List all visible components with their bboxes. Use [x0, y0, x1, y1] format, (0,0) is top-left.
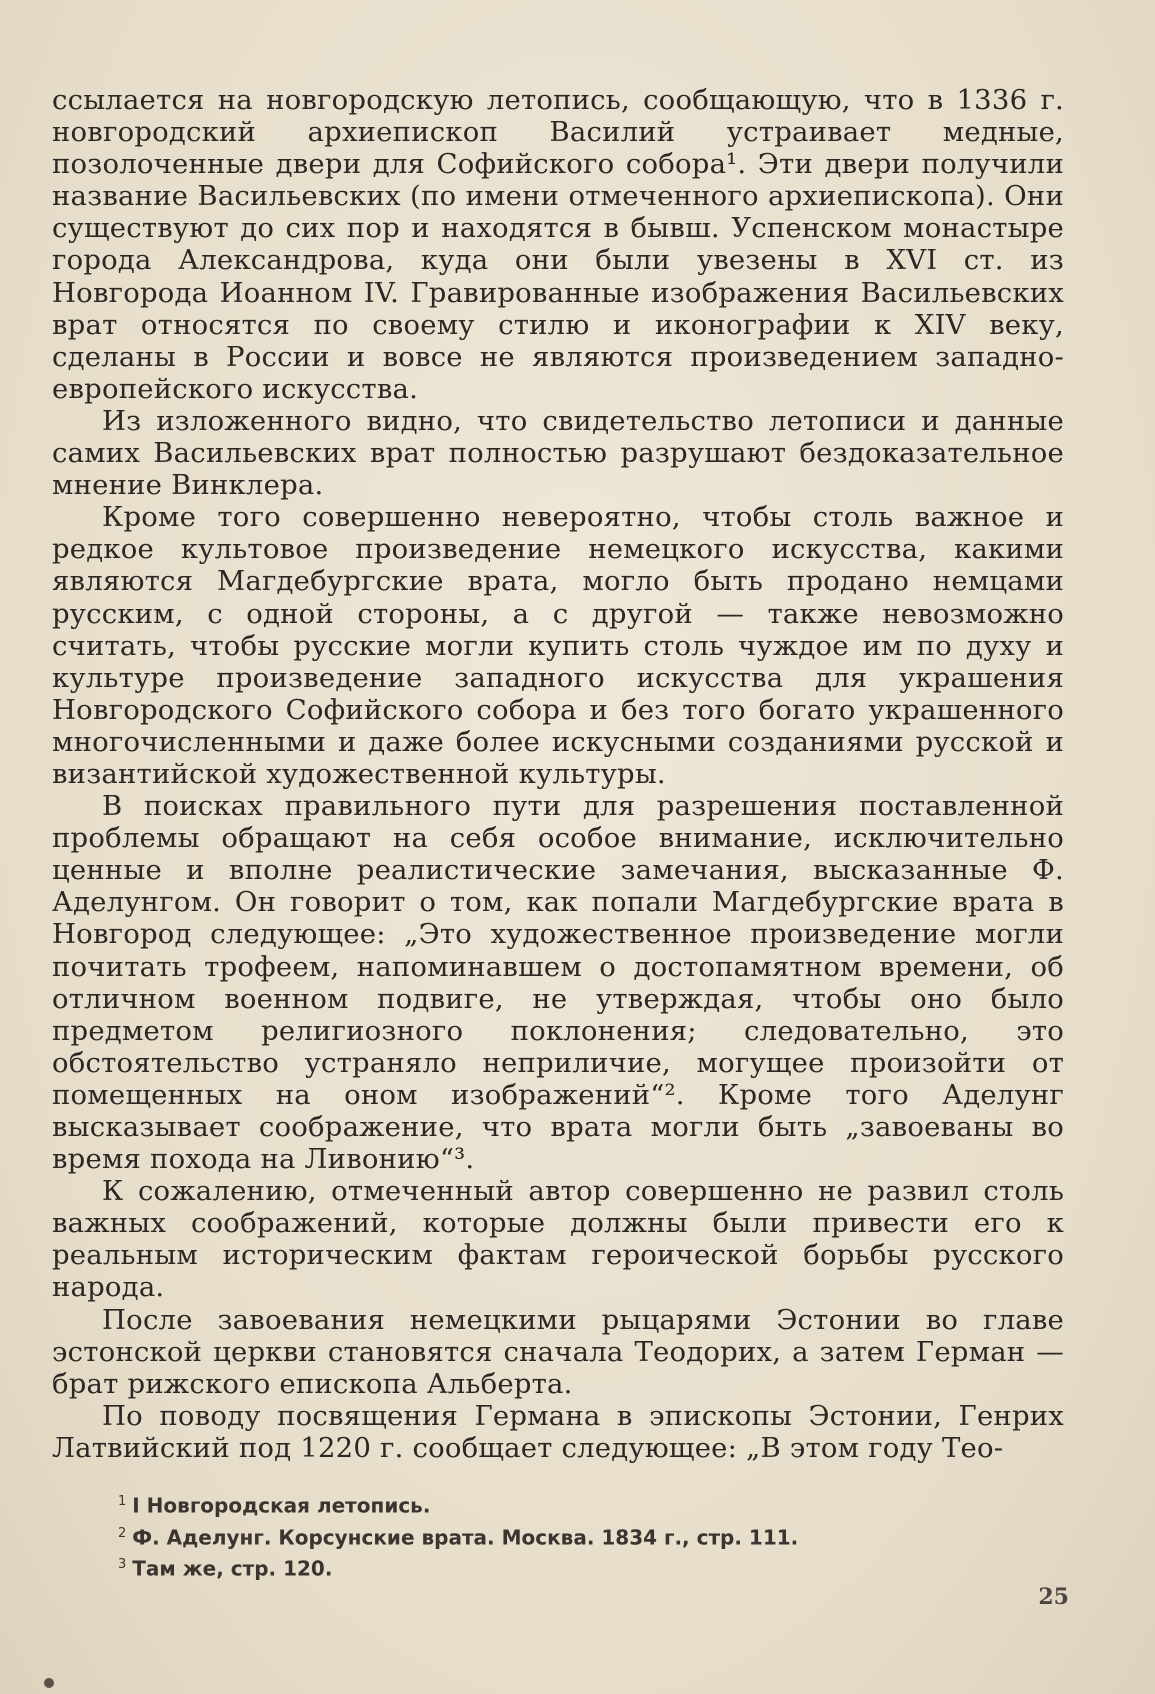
paragraph: К сожалению, отмеченный автор совершенно не развил столь важных соображений, которые должны были привести его к реальным историческим фактам героической борьбы русского народа. [52, 1175, 1064, 1304]
ink-speck [44, 1678, 54, 1688]
body-text [52, 84, 1064, 1464]
paragraph: По поводу посвящения Германа в эпископы Эстонии, Генрих Латвийский под 1220 г. сообщает следующее: „В этом году Тео- [52, 1399, 1064, 1464]
footnote [118, 1520, 1018, 1552]
footnote-mark: 3 [118, 1557, 127, 1573]
footnote-text: Там же, стр. 120. [132, 1556, 333, 1581]
footnote-text: Ф. Аделунг. Корсунские врата. Москва. 1834 г., стр. 111. [132, 1525, 799, 1550]
footnote [118, 1488, 1018, 1520]
paragraph: Из изложенного видно, что свидетельство летописи и данные самих Васильевских врат полностью разрушают бездоказательное мнение Винклера. [52, 404, 1064, 502]
footnote-mark: 2 [118, 1525, 127, 1541]
footnotes [118, 1488, 1018, 1583]
paragraph-continuation: ссылается на новгородскую летопись, сообщающую, что в 1336 г. новгородский архиепископ Василий устраивает медные, позолоченные двери для Софийского собора¹. Эти двери получили название Васильевских (по имени отмеченного архиепископа). Они существуют до сих пор и находятся в бывш. Успенском монастыре города Александрова, куда они были увезены в XVI ст. из Новгорода Иоанном IV. Гравированные изображения Васильевских врат относятся по своему стилю и иконографии к XIV веку, сделаны в России и вовсе не являются произведением западно-европейского искусства. [52, 84, 1064, 405]
paragraph: В поисках правильного пути для разрешения поставленной проблемы обращают на себя особое внимание, исключительно ценные и вполне реалистические замечания, высказанные Ф. Аделунгом. Он говорит о том, как попали Магдебургские врата в Новгород следующее: „Это художественное произведение могли почитать трофеем, напоминавшем о достопамятном времени, об отличном военном подвиге, не утверждая, чтобы оно было предметом религиозного поклонения; следовательно, это обстоятельство устраняло неприличие, могущее произойти от помещенных на оном изображений“². Кроме того Аделунг высказывает соображение, что врата могли быть „завоеваны во время похода на Ливонию“³. [52, 790, 1064, 1176]
paragraph: Кроме того совершенно невероятно, чтобы столь важное и редкое культовое произведение немецкого искусства, какими являются Магдебургские врата, могло быть продано немцами русским, с одной стороны, а с другой — также невозможно считать, чтобы русские могли купить столь чуждое им по духу и культуре произведение западного искусства для украшения Новгородского Софийского собора и без того богато украшенного многочисленными и даже более искусными созданиями русской и византийской художественной культуры. [52, 501, 1064, 790]
page-number: 25 [1038, 1584, 1069, 1610]
footnote-mark: 1 [118, 1494, 127, 1509]
footnote [118, 1551, 1018, 1583]
paragraph: После завоевания немецкими рыцарями Эстонии во главе эстонской церкви становятся сначала Теодорих, а затем Герман — брат рижского епископа Альберта. [52, 1303, 1064, 1400]
footnote-text: I Новгородская летопись. [132, 1493, 431, 1518]
